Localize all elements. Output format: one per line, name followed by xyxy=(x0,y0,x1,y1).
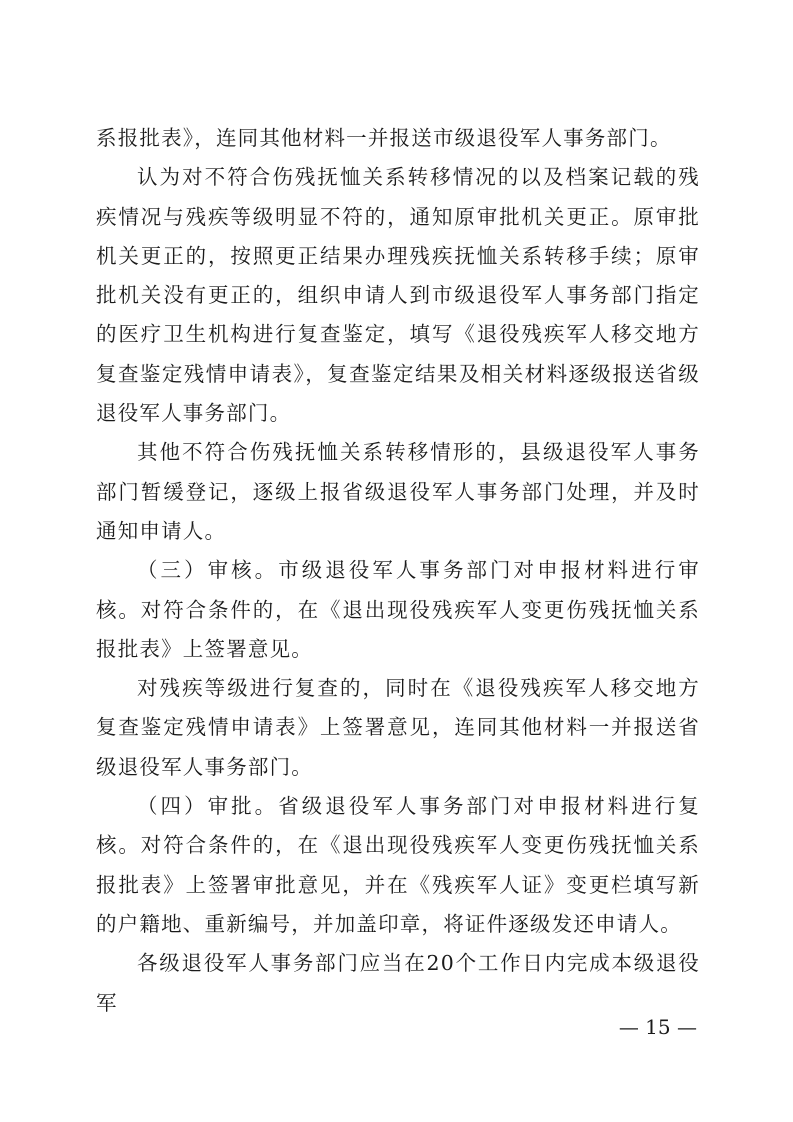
paragraph-4: （三）审核。市级退役军人事务部门对申报材料进行审核。对符合条件的，在《退出现役残疾军人变更伤残抚恤关系报批表》上签署意见。 xyxy=(96,558,700,661)
paragraph-1: 系报批表》，连同其他材料一并报送市级退役军人事务部门。 xyxy=(96,126,672,150)
paragraph-5: 对残疾等级进行复查的，同时在《退役残疾军人移交地方复查鉴定残情申请表》上签署意见，连同其他材料一并报送省级退役军人事务部门。 xyxy=(96,676,700,779)
paragraph-7: 各级退役军人事务部门应当在20个工作日内完成本级退役军 xyxy=(96,951,700,1015)
page-number: — 15 — xyxy=(618,1015,697,1039)
paragraph-3: 其他不符合伤残抚恤关系转移情形的，县级退役军人事务部门暂缓登记，逐级上报省级退役军人事务部门处理，并及时通知申请人。 xyxy=(96,440,700,543)
paragraph-6: （四）审批。省级退役军人事务部门对申报材料进行复核。对符合条件的，在《退出现役残疾军人变更伤残抚恤关系报批表》上签署审批意见，并在《残疾军人证》变更栏填写新的户籍地、重新编号，并加盖印章，将证件逐级发还申请人。 xyxy=(96,794,700,936)
paragraph-2: 认为对不符合伤残抚恤关系转移情况的以及档案记载的残疾情况与残疾等级明显不符的，通知原审批机关更正。原审批机关更正的，按照更正结果办理残疾抚恤关系转移手续；原审批机关没有更正的，组织申请人到市级退役军人事务部门指定的医疗卫生机构进行复查鉴定，填写《退役残疾军人移交地方复查鉴定残情申请表》，复查鉴定结果及相关材料逐级报送省级退役军人事务部门。 xyxy=(96,165,700,426)
body-text xyxy=(96,119,700,1023)
